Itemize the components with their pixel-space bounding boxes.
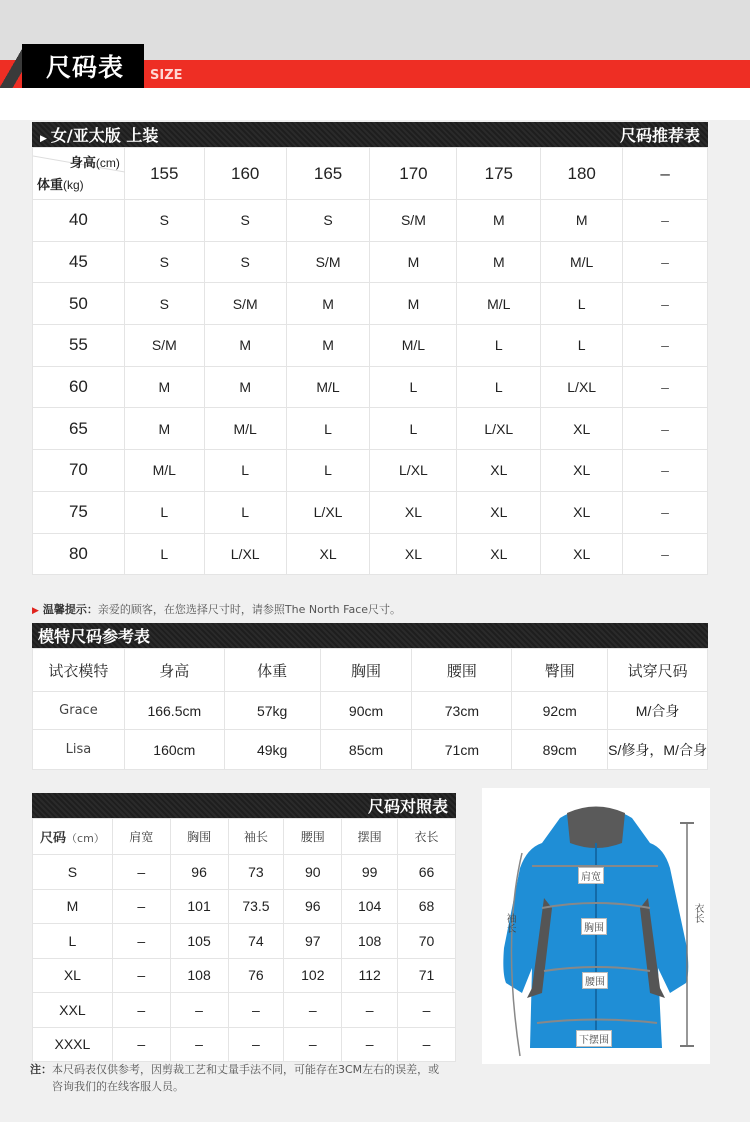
table-row (33, 491, 708, 533)
column-header: 袖长 (228, 819, 284, 855)
size-cell: XL (541, 491, 623, 533)
model-cell: S/修身，M/合身 (608, 730, 708, 770)
note (30, 1061, 470, 1095)
column-header: 衣长 (398, 819, 456, 855)
size-cell: L (370, 408, 457, 450)
size-cell: L (286, 450, 370, 492)
label-hem: 下摆围 (576, 1030, 612, 1047)
recommend-table (32, 147, 708, 575)
note-line1: 本尺码表仅供参考，因剪裁工艺和丈量手法不同，可能存在3CM左右的误差，或 (52, 1063, 440, 1076)
size-cell: – (623, 450, 708, 492)
size-cell: – (623, 533, 708, 575)
corner-height-label: 身高 (69, 155, 96, 170)
measure-cell: 71 (398, 958, 456, 993)
size-cell: L/XL (204, 533, 286, 575)
model-cell: 160cm (124, 730, 224, 770)
size-cell: M/L (204, 408, 286, 450)
size-cell: M (457, 241, 541, 283)
weight-cell: 65 (33, 408, 125, 450)
weight-cell: 70 (33, 450, 125, 492)
size-cell: XL (370, 533, 457, 575)
measure-cell: 105 (170, 924, 228, 959)
column-header: 臀围 (512, 649, 608, 692)
weight-cell: 40 (33, 200, 125, 242)
compare-bar: 尺码对照表 (32, 793, 456, 818)
size-cell: S (124, 283, 204, 325)
column-header: 腰围 (412, 649, 512, 692)
height-header: 165 (286, 148, 370, 200)
size-label: XXL (33, 993, 113, 1028)
measure-cell: 96 (170, 855, 228, 890)
table-row (33, 283, 708, 325)
column-header: 胸围 (170, 819, 228, 855)
measure-cell: – (284, 993, 342, 1028)
model-cell: 89cm (512, 730, 608, 770)
tip-label: 温馨提示： (42, 603, 98, 616)
model-cell: M/合身 (608, 692, 708, 730)
size-label: M (33, 889, 113, 924)
measure-cell: 104 (342, 889, 398, 924)
size-cell: S (124, 241, 204, 283)
table-row (33, 450, 708, 492)
size-cell: M (370, 283, 457, 325)
page-subtitle: SIZE (150, 68, 183, 83)
table-row (33, 692, 708, 730)
models-bar: 模特尺码参考表 (32, 623, 708, 648)
size-cell: M (124, 366, 204, 408)
measure-cell: 99 (342, 855, 398, 890)
label-waist: 腰围 (582, 972, 608, 989)
size-cell: L/XL (457, 408, 541, 450)
measure-cell: – (342, 993, 398, 1028)
size-label: S (33, 855, 113, 890)
measure-cell: – (170, 993, 228, 1028)
size-cell: M/L (124, 450, 204, 492)
triangle-right-icon: ▶ (32, 606, 39, 616)
tip-text: 亲爱的顾客，在您选择尺寸时，请参照The North Face尺寸。 (97, 603, 402, 616)
triangle-right-icon: ▶ (40, 134, 47, 144)
size-cell: XL (457, 450, 541, 492)
size-cell: M (370, 241, 457, 283)
measure-cell: – (112, 855, 170, 890)
measure-cell: – (170, 1027, 228, 1062)
measure-cell: 108 (342, 924, 398, 959)
measure-cell: 108 (170, 958, 228, 993)
model-cell: 73cm (412, 692, 512, 730)
measure-cell: – (284, 1027, 342, 1062)
model-cell: 57kg (224, 692, 320, 730)
column-header: 腰围 (284, 819, 342, 855)
measure-cell: – (398, 993, 456, 1028)
compare-table (32, 818, 456, 1062)
recommend-bar-left: ▶ 女/亚太版 上装 (40, 126, 159, 145)
measure-cell: – (112, 993, 170, 1028)
size-cell: S (204, 241, 286, 283)
size-cell: – (623, 283, 708, 325)
size-cell: M/L (370, 325, 457, 367)
measure-cell: – (398, 1027, 456, 1062)
label-shoulder: 肩宽 (578, 867, 604, 884)
column-header: 体重 (224, 649, 320, 692)
size-cell: L/XL (370, 450, 457, 492)
column-header: 摆围 (342, 819, 398, 855)
height-header: 175 (457, 148, 541, 200)
label-sleeve: 袖长 (504, 913, 515, 933)
size-cell: M (541, 200, 623, 242)
measure-cell: 74 (228, 924, 284, 959)
note-line2: 咨询我们的在线客服人员。 (52, 1080, 184, 1093)
table-row (33, 993, 456, 1028)
size-cell: L/XL (286, 491, 370, 533)
size-label: XXXL (33, 1027, 113, 1062)
jacket-diagram (482, 788, 710, 1064)
size-cell: S (124, 200, 204, 242)
measure-cell: 90 (284, 855, 342, 890)
models-header-row (33, 649, 708, 692)
size-cell: M (457, 200, 541, 242)
size-cell: S/M (286, 241, 370, 283)
model-name: Grace (33, 692, 125, 730)
size-cell: M/L (286, 366, 370, 408)
label-length: 衣长 (692, 903, 703, 923)
size-cell: M (286, 283, 370, 325)
size-cell: L (370, 366, 457, 408)
size-cell: M (286, 325, 370, 367)
size-cell: L (457, 366, 541, 408)
table-row (33, 855, 456, 890)
measure-cell: – (112, 889, 170, 924)
measure-cell: – (228, 1027, 284, 1062)
model-cell: 166.5cm (124, 692, 224, 730)
size-cell: L (124, 533, 204, 575)
recommend-header-row (33, 148, 708, 200)
measure-cell: – (112, 958, 170, 993)
label-chest: 胸围 (581, 918, 607, 935)
table-row (33, 1027, 456, 1062)
corner-weight-label: 体重 (37, 177, 64, 192)
recommend-bar-right: 尺码推荐表 (619, 126, 700, 145)
size-cell: XL (457, 533, 541, 575)
size-cell: XL (541, 533, 623, 575)
size-cell: L (124, 491, 204, 533)
size-cell: L (286, 408, 370, 450)
model-cell: 90cm (320, 692, 412, 730)
model-cell: 71cm (412, 730, 512, 770)
weight-cell: 45 (33, 241, 125, 283)
size-cell: M (204, 366, 286, 408)
size-cell: L/XL (541, 366, 623, 408)
model-name: Lisa (33, 730, 125, 770)
size-cell: – (623, 366, 708, 408)
measure-cell: – (342, 1027, 398, 1062)
measure-cell: – (228, 993, 284, 1028)
table-row (33, 408, 708, 450)
size-cell: – (623, 325, 708, 367)
measure-cell: 96 (284, 889, 342, 924)
size-cell: XL (541, 408, 623, 450)
recommend-bar (32, 122, 708, 147)
measure-cell: 73.5 (228, 889, 284, 924)
size-label: XL (33, 958, 113, 993)
measure-cell: – (112, 1027, 170, 1062)
size-cell: L (541, 283, 623, 325)
corner-cell: 身高(cm) 体重(kg) (33, 148, 125, 200)
models-table (32, 648, 708, 770)
height-header: 170 (370, 148, 457, 200)
size-cell: M (124, 408, 204, 450)
table-row (33, 730, 708, 770)
column-header: 试穿尺码 (608, 649, 708, 692)
size-cell: M/L (541, 241, 623, 283)
size-cell: L (457, 325, 541, 367)
weight-cell: 55 (33, 325, 125, 367)
measure-cell: 68 (398, 889, 456, 924)
measure-cell: 66 (398, 855, 456, 890)
size-cell: XL (286, 533, 370, 575)
size-cell: S (286, 200, 370, 242)
note-label: 注： (30, 1063, 52, 1076)
column-header: 肩宽 (112, 819, 170, 855)
weight-cell: 80 (33, 533, 125, 575)
size-cell: XL (370, 491, 457, 533)
size-cell: XL (457, 491, 541, 533)
size-cell: M/L (457, 283, 541, 325)
size-cell: L (204, 491, 286, 533)
height-header: – (623, 148, 708, 200)
height-header: 155 (124, 148, 204, 200)
measure-cell: 101 (170, 889, 228, 924)
size-cell: S/M (370, 200, 457, 242)
height-header: 180 (541, 148, 623, 200)
size-cell: – (623, 408, 708, 450)
table-row (33, 241, 708, 283)
column-header: 身高 (124, 649, 224, 692)
size-cell: M (204, 325, 286, 367)
page-title: 尺码表 (46, 53, 125, 82)
table-row (33, 366, 708, 408)
model-cell: 49kg (224, 730, 320, 770)
table-row (33, 533, 708, 575)
tip (32, 601, 401, 617)
measure-cell: 97 (284, 924, 342, 959)
column-header: 胸围 (320, 649, 412, 692)
size-label: L (33, 924, 113, 959)
weight-cell: 60 (33, 366, 125, 408)
table-row (33, 325, 708, 367)
size-cell: XL (541, 450, 623, 492)
column-header: 试衣模特 (33, 649, 125, 692)
size-cell: S/M (204, 283, 286, 325)
compare-header-row (33, 819, 456, 855)
model-cell: 85cm (320, 730, 412, 770)
size-cell: S (204, 200, 286, 242)
measure-cell: 76 (228, 958, 284, 993)
measure-cell: 73 (228, 855, 284, 890)
measure-cell: 102 (284, 958, 342, 993)
weight-cell: 75 (33, 491, 125, 533)
measure-cell: – (112, 924, 170, 959)
height-header: 160 (204, 148, 286, 200)
model-cell: 92cm (512, 692, 608, 730)
measure-cell: 112 (342, 958, 398, 993)
size-cell: S/M (124, 325, 204, 367)
size-cell: – (623, 241, 708, 283)
table-row (33, 924, 456, 959)
size-cell: L (541, 325, 623, 367)
table-row (33, 200, 708, 242)
size-cell: – (623, 200, 708, 242)
measure-cell: 70 (398, 924, 456, 959)
size-cell: – (623, 491, 708, 533)
size-cell: L (204, 450, 286, 492)
weight-cell: 50 (33, 283, 125, 325)
white-band (0, 88, 750, 120)
table-row (33, 889, 456, 924)
table-row (33, 958, 456, 993)
size-header: 尺码（cm） (33, 819, 113, 855)
